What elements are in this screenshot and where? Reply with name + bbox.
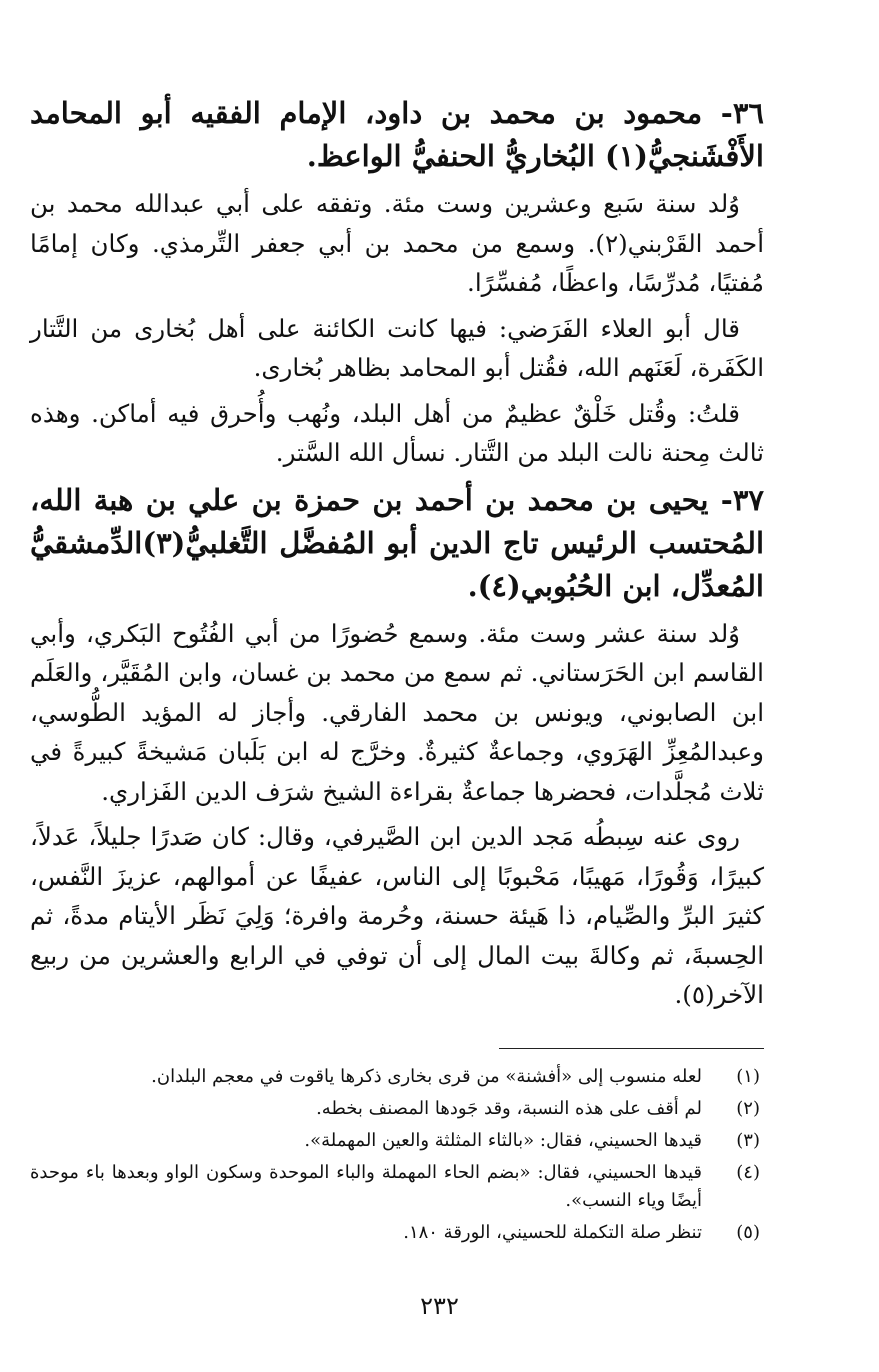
footnote-number: (٤): [736, 1161, 760, 1183]
footnote-number: (٣): [736, 1129, 760, 1151]
footnotes: [30, 1063, 764, 1247]
footnote-number: (٥): [736, 1221, 760, 1243]
entry-paragraph: وُلد سنة عشر وست مئة. وسمع حُضورًا من أبي الفُتُوح البَكري، وأبي القاسم ابن الحَرَستاني. ثم سمع من محمد بن غسان، وابن المُقَيَّر، والعَلَم ابن الصابوني، ويونس بن محمد الفارقي. وأجاز له المؤيد الطُّوسي، وعبدالمُعِزِّ الهَرَوي، وجماعةٌ كثيرةٌ. وخرَّج له ابن بَلَبان مَشيخةً كبيرةً في ثلاث مُجلَّدات، فحضرها جماعةٌ بقراءة الشيخ شرَف الدين الفَزاري.: [30, 618, 764, 806]
entry-36: [30, 92, 764, 473]
footnote-text: لم أقف على هذه النسبة، وقد جَودها المصنف بخطه.: [316, 1097, 702, 1119]
page-number: ٢٣٢: [420, 1292, 459, 1320]
entry-paragraph: وُلد سنة سَبع وعشرين وست مئة. وتفقه على أبي عبدالله محمد بن أحمد القَرْبني(٢). وسمع من محمد بن أبي جعفر التِّرمذي. وكان إمامًا مُفتيًا، مُدرِّسًا، واعظًا، مُفسِّرًا.: [30, 189, 764, 297]
footnote-number: (٢): [736, 1097, 760, 1119]
entry-paragraph: روى عنه سِبطُه مَجد الدين ابن الصَّيرفي، وقال: كان صَدرًا جليلاً، عَدلاً، كبيرًا، وَقُورًا، مَهيبًا، مَحْبوبًا إلى الناس، عفيفًا عن أموالهم، عزيزَ النَّفس، كثيرَ البرِّ والصِّيام، ذا هَيئة حسنة، وحُرمة وافرة؛ وَلِيَ نَظَر الأيتام مدةً، ثم الحِسبةَ، ثم وكالةَ بيت المال إلى أن توفي في الرابع والعشرين من ربيع الآخر(٥).: [30, 822, 764, 1009]
entry-37: [30, 479, 764, 1015]
footnote-text: قيدها الحسيني، فقال: «بضم الحاء المهملة والباء الموحدة وسكون الواو وبعدها باء موحدة أيضًا وياء النسب».: [30, 1161, 702, 1211]
footnote-text: قيدها الحسيني، فقال: «بالثاء المثلثة والعين المهملة».: [304, 1129, 702, 1151]
footnote: [30, 1219, 764, 1247]
footnote-text: تنظر صلة التكملة للحسيني، الورقة ١٨٠.: [403, 1221, 702, 1243]
entry-heading: ٣٦- محمود بن محمد بن داود، الإمام الفقيه أبو المحامد الأَفْشَنجيُّ(١) البُخاريُّ الحنفيُّ الواعظ.: [30, 96, 764, 173]
footnote: [30, 1095, 764, 1123]
footnote: [30, 1159, 764, 1215]
entry-paragraph: قلتُ: وقُتل خَلْقٌ عظيمٌ من أهل البلد، ونُهب وأُحرق فيه أماكن. وهذه ثالث مِحنة نالت البلد من التَّتار. نسأل الله السَّتر.: [30, 398, 764, 467]
footnote: [30, 1063, 764, 1091]
footnote: [30, 1127, 764, 1155]
footnote-number: (١): [736, 1065, 760, 1087]
footnote-text: لعله منسوب إلى «أفشنة» من قرى بخارى ذكرها ياقوت في معجم البلدان.: [151, 1065, 702, 1087]
entry-heading: ٣٧- يحيى بن محمد بن أحمد بن حمزة بن علي بن هبة الله، المُحتسب الرئيس تاج الدين أبو المُفضَّل التَّغلبيُّ(٣)الدِّمشقيُّ المُعدِّل، ابن الحُبُوبي(٤).: [30, 482, 764, 603]
footnote-separator: [499, 1048, 764, 1049]
entry-paragraph: قال أبو العلاء الفَرَضي: فيها كانت الكائنة على أهل بُخارى من التَّتار الكَفَرة، لَعَنَهم الله، فقُتل أبو المحامد بظاهر بُخارى.: [30, 313, 764, 382]
